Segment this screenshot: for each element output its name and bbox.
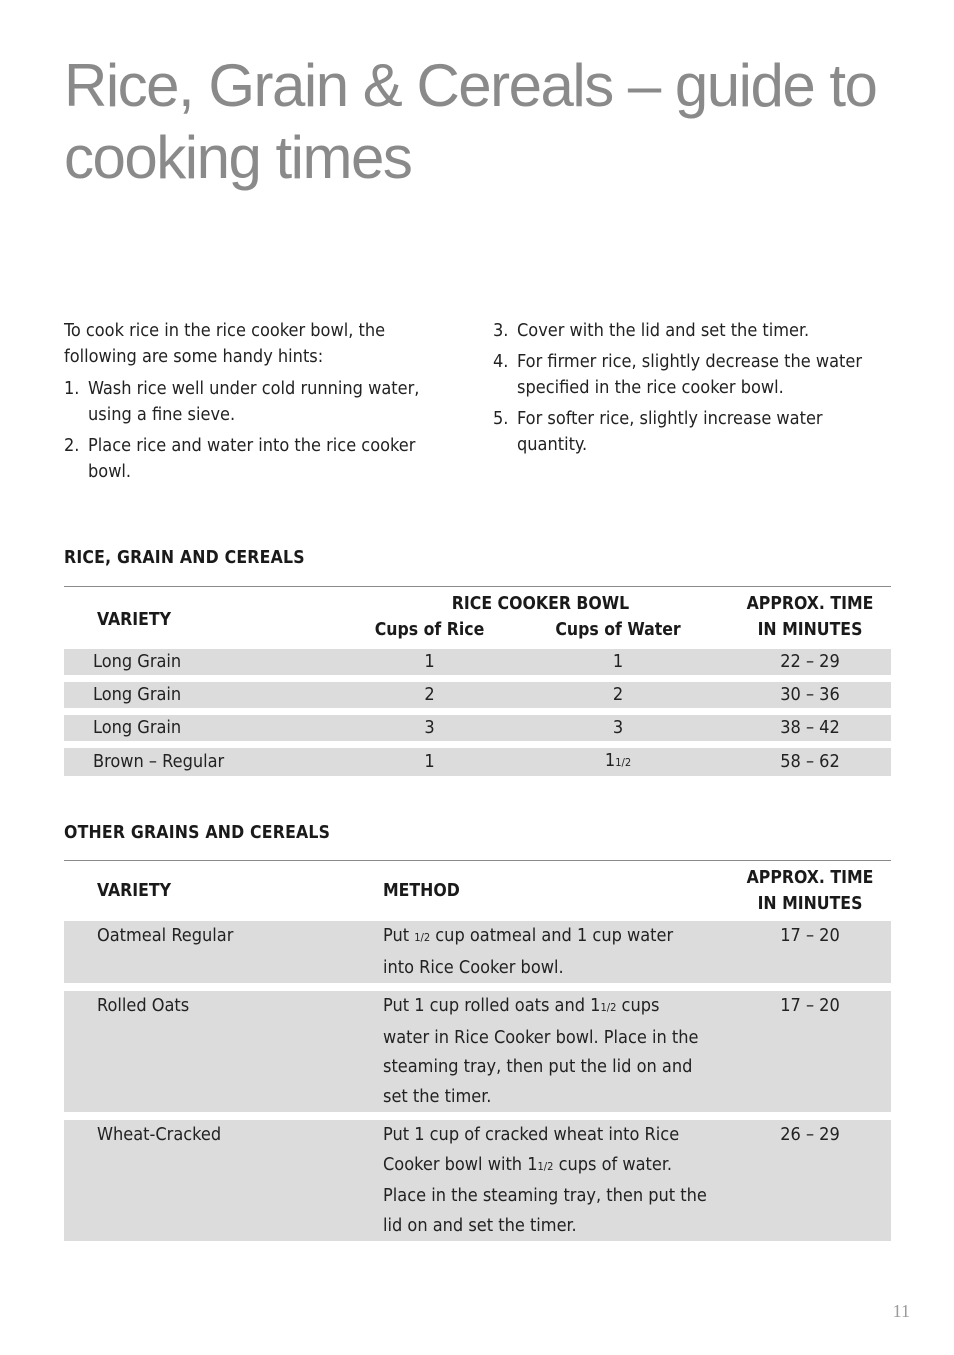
table-row xyxy=(64,682,891,715)
hints-list-left xyxy=(64,376,454,485)
cell-time: 26 – 29 xyxy=(729,1120,891,1241)
hints-column-left xyxy=(64,318,454,490)
cell-cups-water: 1 xyxy=(507,649,729,682)
table-row xyxy=(64,1120,891,1241)
cell-variety: Wheat-Cracked xyxy=(64,1120,383,1241)
header-time-line2: IN MINUTES xyxy=(757,620,863,640)
header-rice-cooker-bowl: RICE COOKER BOWL xyxy=(451,594,630,614)
table-row xyxy=(64,748,891,776)
header-cups-water: Cups of Water xyxy=(555,620,681,640)
cell-cups-rice: 3 xyxy=(352,715,507,748)
cell-variety: Brown – Regular xyxy=(64,748,352,776)
cell-cups-rice: 1 xyxy=(352,748,507,776)
hint-item: 1. Wash rice well under cold running water, using a fine sieve. xyxy=(64,378,420,425)
cell-cups-water xyxy=(507,748,729,776)
rice-table xyxy=(64,586,891,776)
hints-list-right xyxy=(493,318,893,458)
cell-time: 30 – 36 xyxy=(729,682,891,715)
table-row xyxy=(64,991,891,1120)
hint-item: 4. For firmer rice, slightly decrease the water specified in the rice cooker bowl. xyxy=(493,351,863,398)
hint-text: Place rice and water into the rice cooker bowl. xyxy=(88,435,416,482)
cell-variety: Long Grain xyxy=(64,715,352,748)
header-time xyxy=(729,861,891,921)
rice-table-heading: RICE, GRAIN AND CEREALS xyxy=(64,548,305,568)
cell-method: Put 1 cup rolled oats and 11/2 cups water in Rice Cooker bowl. Place in the steaming tray, then put the lid on and set the timer. xyxy=(383,991,729,1120)
header-time-line1: APPROX. TIME xyxy=(746,868,874,888)
cell-method: Put 1/2 cup oatmeal and 1 cup water into Rice Cooker bowl. xyxy=(383,921,729,991)
method-fraction: 1/2 xyxy=(537,1159,554,1173)
cell-time: 17 – 20 xyxy=(729,921,891,991)
cell-time: 17 – 20 xyxy=(729,991,891,1120)
hints-intro: To cook rice in the rice cooker bowl, the following are some handy hints: xyxy=(64,320,386,367)
cell-time: 22 – 29 xyxy=(729,649,891,682)
header-time-line1: APPROX. TIME xyxy=(746,594,874,614)
header-variety: VARIETY xyxy=(97,881,172,901)
cell-variety: Long Grain xyxy=(64,682,352,715)
cell-variety: Long Grain xyxy=(64,649,352,682)
method-fraction: 1/2 xyxy=(600,1001,617,1014)
hint-text: Cover with the lid and set the timer. xyxy=(517,320,810,341)
cell-method: Put 1 cup of cracked wheat into Rice Cooker bowl with 11/2 cups of water. Place in the steaming tray, then put the lid on and set the timer. xyxy=(383,1120,729,1241)
cell-cups-water: 3 xyxy=(507,715,729,748)
header-variety: VARIETY xyxy=(97,610,172,630)
table-row xyxy=(64,715,891,748)
cell-variety: Oatmeal Regular xyxy=(64,921,383,991)
cell-water-fraction: 1/2 xyxy=(615,756,632,769)
cell-cups-rice: 1 xyxy=(352,649,507,682)
other-table-heading: OTHER GRAINS AND CEREALS xyxy=(64,823,331,843)
hint-text: Wash rice well under cold running water, using a fine sieve. xyxy=(88,378,420,425)
page-title: Rice, Grain & Cereals – guide to cooking times xyxy=(64,52,877,191)
cell-cups-water: 2 xyxy=(507,682,729,715)
hint-item: 5. For softer rice, slightly increase water quantity. xyxy=(493,408,823,455)
table-header-row xyxy=(64,861,891,921)
cell-water-whole: 1 xyxy=(604,750,616,771)
cell-variety: Rolled Oats xyxy=(64,991,383,1120)
cell-time: 38 – 42 xyxy=(729,715,891,748)
method-fraction: 1/2 xyxy=(414,931,431,944)
header-time-line2: IN MINUTES xyxy=(757,894,863,914)
table-row xyxy=(64,921,891,991)
hint-item: 2. Place rice and water into the rice cooker bowl. xyxy=(64,435,416,482)
header-method: METHOD xyxy=(383,881,460,901)
other-grains-table xyxy=(64,860,891,1241)
page-number: 11 xyxy=(892,1301,910,1321)
hints-column-right xyxy=(493,318,893,463)
table-row xyxy=(64,649,891,682)
header-cups-rice: Cups of Rice xyxy=(374,620,485,640)
cell-time: 58 – 62 xyxy=(729,748,891,776)
hint-item: 3. Cover with the lid and set the timer. xyxy=(493,320,810,341)
table-header-row xyxy=(64,587,891,617)
hint-text: For firmer rice, slightly decrease the water specified in the rice cooker bowl. xyxy=(517,351,863,398)
hint-text: For softer rice, slightly increase water quantity. xyxy=(517,408,823,455)
cell-cups-rice: 2 xyxy=(352,682,507,715)
